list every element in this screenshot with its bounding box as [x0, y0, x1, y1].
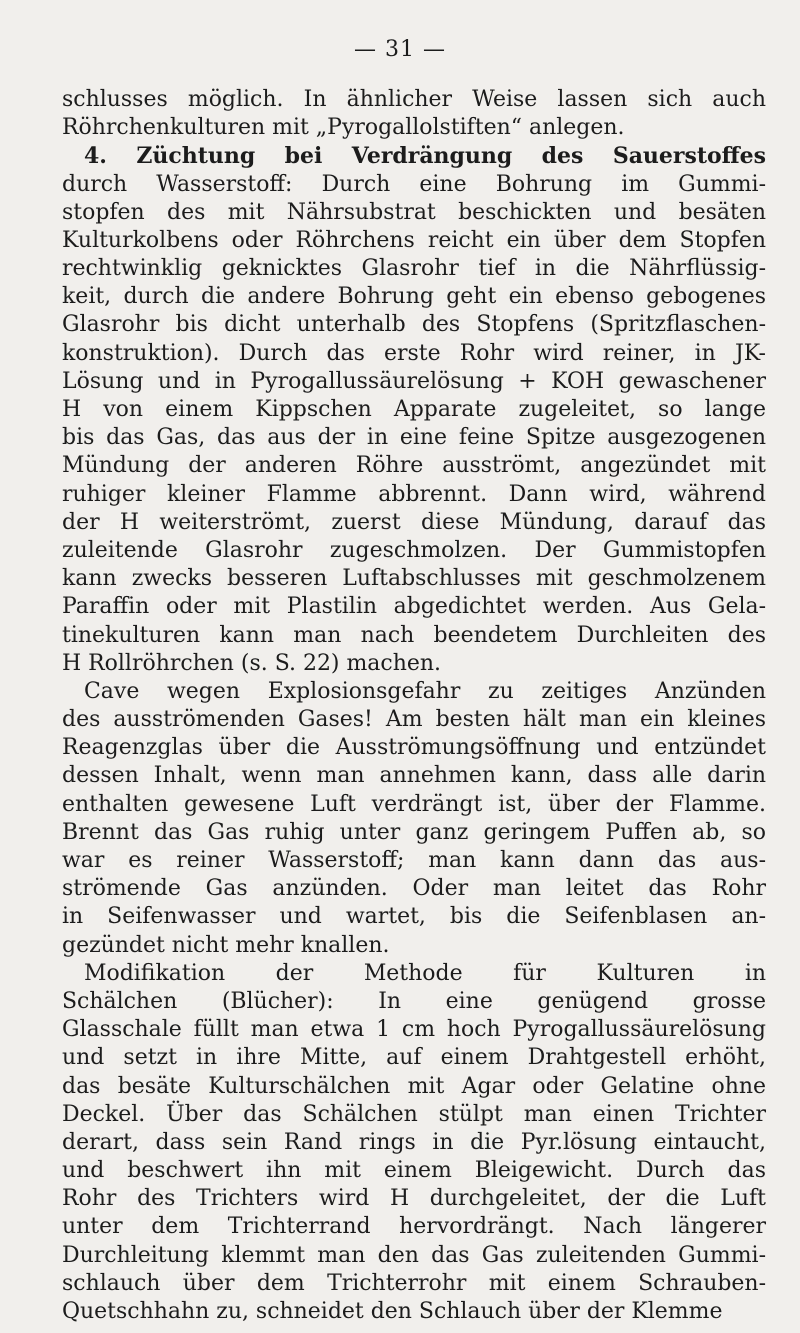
text-line-16: der H weiterströmt, zuerst diese Mündung, darauf das [62, 510, 766, 535]
text-line-38: derart, dass sein Rand rings in die Pyr.lösung eintaucht, [62, 1130, 766, 1155]
text-line-39: und beschwert ihn mit einem Bleigewicht. Durch das [62, 1158, 766, 1183]
page-number: — 31 — [354, 37, 446, 62]
text-line-34: Glasschale füllt man etwa 1 cm hoch Pyrogallussäurelösung [62, 1017, 766, 1042]
text-line-28: war es reiner Wasserstoff; man kann dann das aus- [62, 848, 766, 873]
text-line-42: Durchleitung klemmt man den das Gas zuleitenden Gummi- [62, 1243, 766, 1268]
text-line-31: gezündet nicht mehr knallen. [62, 933, 390, 958]
text-line-25: dessen Inhalt, wenn man annehmen kann, dass alle darin [62, 763, 766, 788]
text-line-26: enthalten gewesene Luft verdrängt ist, über der Flamme. [62, 792, 766, 817]
text-line-12: H von einem Kippschen Apparate zugeleitet, so lange [62, 397, 766, 422]
text-line-4: durch Wasserstoff: Durch eine Bohrung im Gummi- [62, 172, 766, 197]
text-line-11: Lösung und in Pyrogallussäurelösung + KOH gewaschener [62, 369, 766, 394]
text-line-36: das besäte Kulturschälchen mit Agar oder Gelatine ohne [62, 1074, 766, 1099]
text-line-35: und setzt in ihre Mitte, auf einem Drahtgestell erhöht, [62, 1045, 766, 1070]
text-line-18: kann zwecks besseren Luftabschlusses mit geschmolzenem [62, 566, 766, 591]
text-line-1: schlusses möglich. In ähnlicher Weise lassen sich auch [62, 87, 766, 112]
text-line-6: Kulturkolbens oder Röhrchens reicht ein über dem Stopfen [62, 228, 766, 253]
text-line-41: unter dem Trichterrand hervordrängt. Nach längerer [62, 1214, 766, 1239]
text-line-21: H Rollröhrchen (s. S. 22) machen. [62, 651, 441, 676]
text-line-40: Rohr des Trichters wird H durchgeleitet, der die Luft [62, 1186, 766, 1211]
text-line-15: ruhiger kleiner Flamme abbrennt. Dann wird, während [62, 482, 766, 507]
text-line-13: bis das Gas, das aus der in eine feine Spitze ausgezogenen [62, 425, 766, 450]
text-line-2: Röhrchenkulturen mit „Pyrogallolstiften“ anlegen. [62, 115, 625, 140]
text-line-44: Quetschhahn zu, schneidet den Schlauch über der Klemme [62, 1299, 723, 1324]
text-line-23: des ausströmenden Gases! Am besten hält man ein kleines [62, 707, 766, 732]
text-line-7: rechtwinklig geknicktes Glasrohr tief in die Nährflüssig- [62, 256, 766, 281]
text-line-10: konstruktion). Durch das erste Rohr wird reiner, in JK- [62, 341, 766, 366]
text-line-33: Schälchen (Blücher): In eine genügend grosse [62, 989, 766, 1014]
text-line-43: schlauch über dem Trichterrohr mit einem Schrauben- [62, 1271, 766, 1296]
text-line-24: Reagenzglas über die Ausströmungsöffnung und entzündet [62, 735, 766, 760]
text-line-22: Cave wegen Explosionsgefahr zu zeitiges Anzünden [84, 679, 766, 704]
text-line-32: Modifikation der Methode für Kulturen in [84, 961, 766, 986]
text-line-20: tinekulturen kann man nach beendetem Durchleiten des [62, 623, 766, 648]
text-line-14: Mündung der anderen Röhre ausströmt, angezündet mit [62, 453, 766, 478]
text-line-29: strömende Gas anzünden. Oder man leitet das Rohr [62, 876, 766, 901]
text-line-17: zuleitende Glasrohr zugeschmolzen. Der Gummistopfen [62, 538, 766, 563]
text-line-30: in Seifenwasser und wartet, bis die Seifenblasen an- [62, 904, 766, 929]
text-line-8: keit, durch die andere Bohrung geht ein ebenso gebogenes [62, 284, 766, 309]
text-line-37: Deckel. Über das Schälchen stülpt man einen Trichter [62, 1102, 766, 1127]
text-line-19: Paraffin oder mit Plastilin abgedichtet werden. Aus Gela- [62, 594, 766, 619]
text-line-9: Glasrohr bis dicht unterhalb des Stopfens (Spritzflaschen- [62, 312, 766, 337]
text-line-5: stopfen des mit Nährsubstrat beschickten und besäten [62, 200, 766, 225]
section-heading-4: 4. Züchtung bei Verdrängung des Sauerstoffes [84, 143, 766, 169]
text-line-27: Brennt das Gas ruhig unter ganz geringem Puffen ab, so [62, 820, 766, 845]
